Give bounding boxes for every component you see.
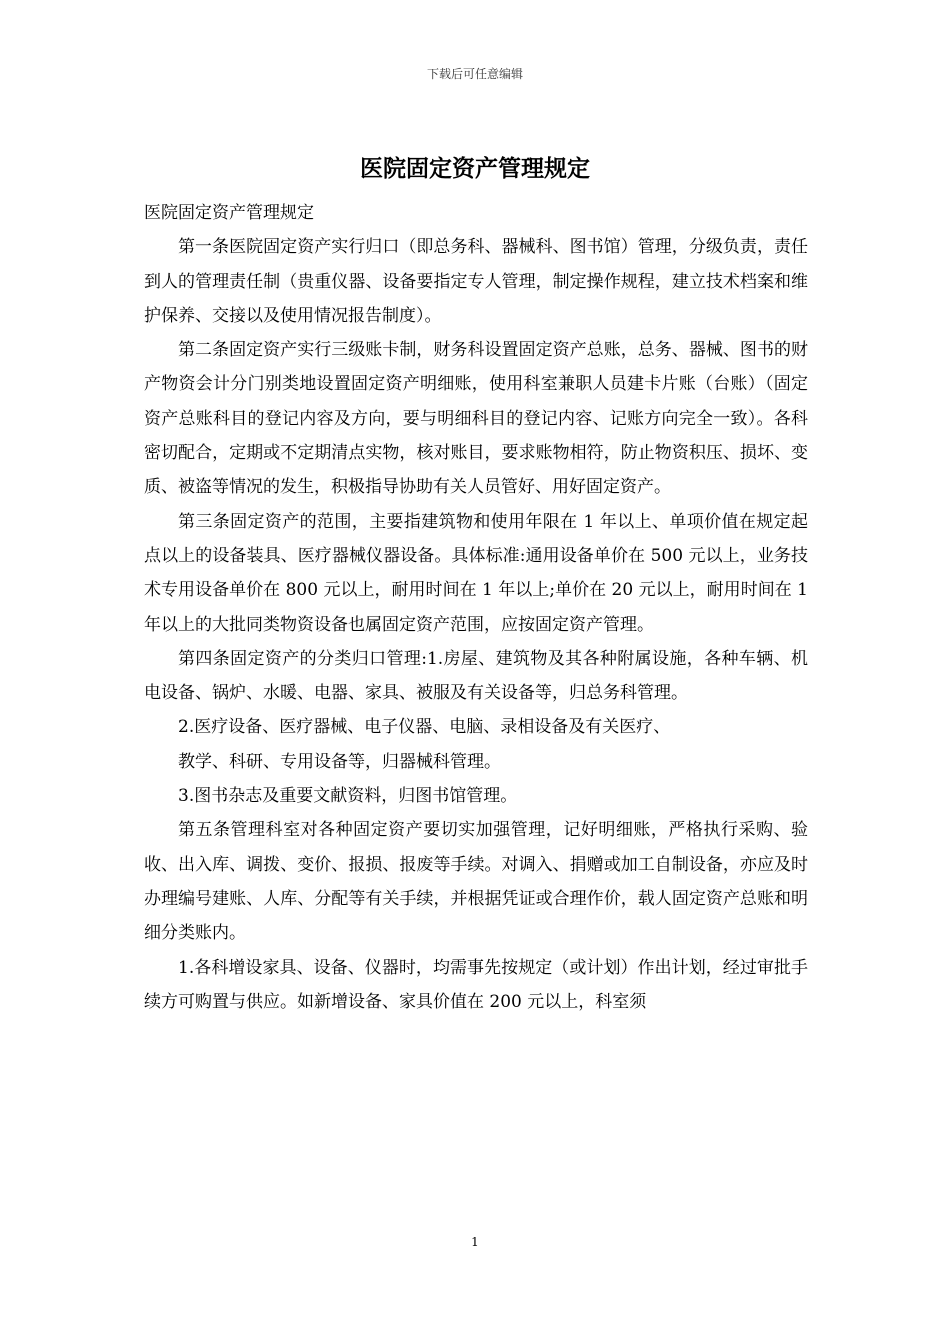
page-header: 下载后可任意编辑	[426, 67, 523, 81]
paragraph-article-4: 第四条固定资产的分类归口管理:1.房屋、建筑物及其各种附属设施，各种车辆、机电设备、锅炉、水暖、电器、家具、被服及有关设备等，归总务科管理。	[144, 648, 808, 704]
paragraph-article-4-item-3: 3.图书杂志及重要文献资料，归图书馆管理。	[178, 786, 518, 807]
document-body	[144, 196, 808, 1019]
paragraph-article-4-item-2: 2.医疗设备、医疗器械、电子仪器、电脑、录相设备及有关医疗、	[178, 717, 671, 738]
document-subtitle: 医院固定资产管理规定	[144, 203, 314, 223]
paragraph-article-2: 第二条固定资产实行三级账卡制，财务科设置固定资产总账，总务、器械、图书的财产物资会计分门别类地设置固定资产明细账，使用科室兼职人员建卡片账（台账）（固定资产总账科目的登记内容及方向，要与明细科目的登记内容、记账方向完全一致）。各科密切配合，定期或不定期清点实物，核对账目，要求账物相符，防止物资积压、损坏、变质、被盗等情况的发生，积极指导协助有关人员管好、用好固定资产。	[144, 340, 808, 498]
paragraph-article-5-item-1: 1.各科增设家具、设备、仪器时，均需事先按规定（或计划）作出计划，经过审批手续方可购置与供应。如新增设备、家具价值在 200 元以上，科室须	[144, 957, 808, 1012]
paragraph-article-3: 第三条固定资产的范围，主要指建筑物和使用年限在 1 年以上、单项价值在规定起点以上的设备装具、医疗器械仪器设备。具体标准:通用设备单价在 500 元以上，业务技术专用设备单价在 800 元以上，耐用时间在 1 年以上;单价在 20 元以上，耐用时间在 1 年以上的大批同类物资设备也属固定资产范围，应按固定资产管理。	[144, 511, 808, 635]
paragraph-article-1: 第一条医院固定资产实行归口（即总务科、器械科、图书馆）管理，分级负责，责任到人的管理责任制（贵重仪器、设备要指定专人管理，制定操作规程，建立技术档案和维护保养、交接以及使用情况报告制度）。	[144, 237, 808, 326]
paragraph-article-4-item-2-continued: 教学、科研、专用设备等，归器械科管理。	[178, 751, 501, 772]
page-number: 1	[471, 1235, 479, 1249]
document-title: 医院固定资产管理规定	[360, 155, 590, 182]
paragraph-article-5: 第五条管理科室对各种固定资产要切实加强管理，记好明细账，严格执行采购、验收、出入库、调拨、变价、报损、报废等手续。对调入、捐赠或加工自制设备，亦应及时办理编号建账、人库、分配等有关手续，并根据凭证或合理作价，载人固定资产总账和明细分类账内。	[144, 820, 808, 944]
